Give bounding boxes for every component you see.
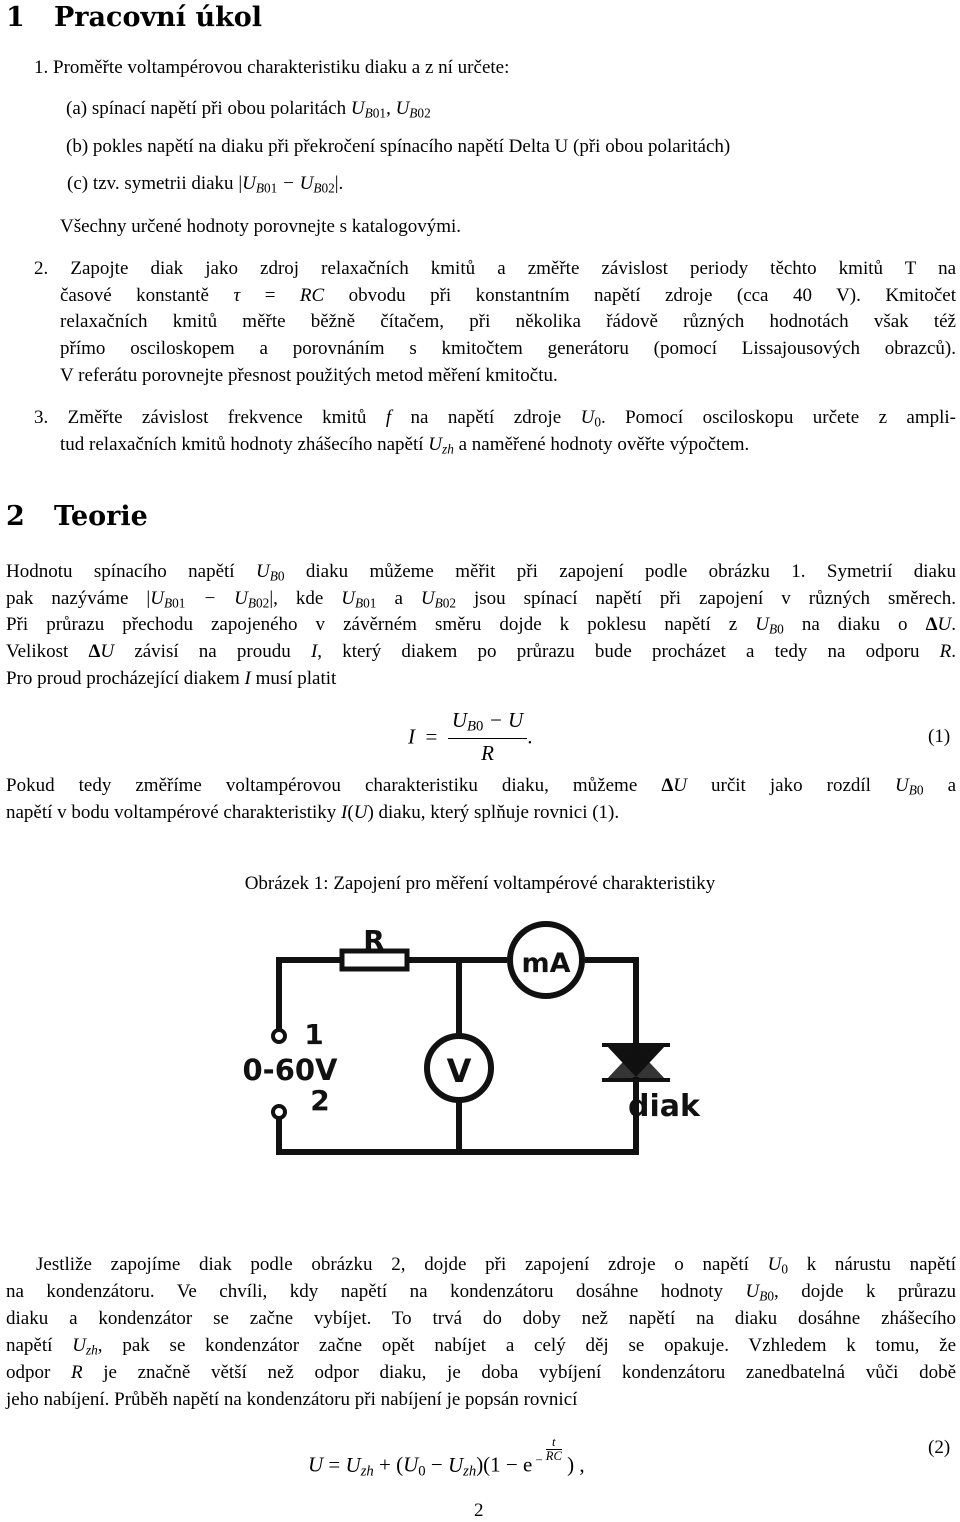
math-symbol: f	[385, 407, 392, 428]
section-number: 2	[6, 501, 25, 532]
section-1-heading	[6, 4, 262, 31]
terminal-2	[273, 1106, 285, 1118]
math-symbol: $U_B02$	[395, 98, 431, 121]
task-text: pokles napětí na diaku při překročení spínacího napětí Delta U (při obou polaritách)	[92, 136, 731, 157]
section-title: Teorie	[54, 501, 148, 532]
equation-2-number: (2)	[928, 1437, 951, 1458]
task-1c: (c) tzv. symetrii diaku $|U_B01 - U_B02|$.	[67, 173, 344, 196]
task-2-line-2: časové konstantě τ = RC obvodu při konstantním napětí zdroje (cca 40 V). Kmitočet	[60, 285, 957, 306]
theory-p1-line-1	[6, 562, 956, 583]
theory-p3-line-1	[36, 1255, 956, 1276]
paragraph-text: k nárustu napětí	[806, 1254, 957, 1275]
math-symbol: I	[341, 802, 348, 823]
theory-p2-line-2: napětí v bodu voltampérové charakteristiky I(U) diaku, který splňuje rovnici (1).	[6, 802, 620, 823]
paragraph-text: napětí v bodu voltampérové charakteristiky	[6, 802, 337, 823]
math-symbol: $U_B01$	[341, 588, 377, 611]
math-symbol: ΔU	[661, 775, 687, 796]
paragraph-text: Jestliže zapojíme diak podle obrázku 2, dojde při zapojení zdroje o napětí	[36, 1254, 749, 1275]
task-2-line-1	[34, 259, 956, 278]
section-title: Pracovní úkol	[54, 2, 263, 33]
list-number: 1.	[34, 57, 49, 78]
task-text: na napětí zdroje	[410, 407, 562, 428]
section-2-heading	[6, 503, 148, 530]
theory-p2-line-1	[6, 776, 956, 797]
terminal-2-label: 2	[310, 1084, 330, 1117]
task-text: spínací napětí při obou polaritách	[91, 98, 347, 119]
paragraph-text: , který diakem po průrazu bude procházet a tedy na odporu	[317, 641, 920, 662]
math-symbol: $U_B01 - U_B02$	[242, 173, 335, 196]
math-symbol: $U_B0$	[255, 561, 285, 584]
math-symbol: $U_B0$	[745, 1281, 775, 1304]
task-1a: (a) spínací napětí při obou polaritách $U_B01$, $U_B02$	[66, 98, 431, 121]
task-text: časové konstantě	[60, 285, 209, 306]
paragraph-text: je značně větší než odpor diaku, je doba vybíjení kondenzátoru zanedbatelná vůči době	[103, 1362, 956, 1383]
math-symbol: U0	[767, 1254, 788, 1277]
circuit-diagram	[230, 920, 730, 1160]
math-symbol: I	[244, 668, 251, 689]
equation-2: $U = U_{zh} + (U0 - U_{zh})(1 - e$ $^{- \frac{t}{RC}}$ ) ,	[308, 1435, 585, 1480]
task-1	[34, 58, 509, 77]
task-2-line-4: přímo osciloskopem a porovnáním s kmitočtem generátoru (pomocí Lissajousových obrazců).	[60, 338, 956, 359]
task-2-line-5: V referátu porovnejte přesnost použitých metod měření kmitočtu.	[60, 365, 558, 386]
ammeter-label: mA	[521, 948, 571, 979]
math-symbol: $U_{zh}$	[72, 1335, 98, 1358]
math-symbol: I	[408, 724, 415, 749]
paragraph-text: diaku, který splňuje rovnici (1).	[378, 802, 620, 823]
paragraph-text: a	[394, 588, 403, 609]
theory-p3-line-4	[6, 1336, 956, 1357]
diac-label: diak	[628, 1089, 700, 1124]
paragraph-text: Pokud tedy změříme voltampérovou charakteristiku diaku, můžeme	[6, 775, 638, 796]
math-symbol: I	[310, 641, 318, 662]
math-symbol: RC	[299, 285, 325, 306]
task-text: . Pomocí osciloskopu určete z ampli-	[600, 407, 956, 428]
math-symbol: $U_B01$	[350, 98, 387, 121]
task-3-line-2	[60, 435, 749, 456]
task-text: obvodu při konstantním napětí zdroje (cca 40 V). Kmitočet	[348, 285, 957, 306]
math-symbol: R	[70, 1362, 83, 1383]
task-text: Změřte závislost frekvence kmitů	[67, 407, 367, 428]
theory-p3-line-2	[6, 1282, 956, 1303]
paragraph-text: diaku můžeme měřit při zapojení podle obrázku 1. Symetrií diaku	[305, 561, 956, 582]
paragraph-text: napětí	[6, 1335, 53, 1356]
paragraph-text: Velikost	[6, 641, 69, 662]
math-symbol: $U_{zh}$	[428, 434, 454, 457]
math-symbol: ΔU	[88, 641, 115, 662]
theory-p1-line-4: Velikost ΔU závisí na proudu I, který diakem po průrazu bude procházet a tedy na odporu R.	[6, 641, 957, 662]
paragraph-text: Pro proud procházející diakem	[6, 668, 240, 689]
fraction: $\frac{U_B0 - U}{R}$	[448, 708, 527, 766]
equation-1: I = $\frac{U_B0 - U}{R}$ .	[408, 708, 533, 765]
paragraph-text: , dojde k průrazu	[774, 1281, 957, 1302]
paragraph-text: Hodnotu spínacího napětí	[6, 561, 235, 582]
theory-p3-line-3: diaku a kondenzátor se začne vybíjet. To trvá do doby než napětí na diaku dosáhne zhášecího	[6, 1308, 956, 1329]
math-symbol: R	[939, 641, 952, 662]
list-number: 3.	[34, 407, 49, 428]
task-text: tud relaxačních kmitů hodnoty zhášecího napětí	[60, 434, 424, 455]
task-text: a naměřené hodnoty ověřte výpočtem.	[458, 434, 750, 455]
paragraph-text: závisí na proudu	[134, 641, 291, 662]
page-number: 2	[474, 1500, 484, 1521]
math-symbol: ΔU	[925, 614, 952, 635]
math-symbol: $U_B0$	[895, 775, 924, 798]
terminal-1	[273, 1030, 285, 1042]
task-text: tzv. symetrii diaku	[92, 173, 234, 194]
math-symbol: $U_B01 - U_B02$	[150, 588, 270, 611]
list-number: 2.	[34, 258, 49, 279]
task-1b	[66, 137, 730, 156]
paragraph-text: odpor	[6, 1362, 51, 1383]
theory-p3-line-5	[6, 1363, 956, 1382]
theory-p1-line-3: Při průrazu přechodu zapojeného v závěrném směru dojde k poklesu napětí z $U_B0$ na diaku o ΔU.	[6, 614, 957, 637]
paragraph-text: a	[947, 775, 956, 796]
paragraph-text: jsou spínací napětí při zapojení v různých směrech.	[474, 588, 957, 609]
math-symbol: U0	[580, 407, 601, 430]
math-symbol: τ	[233, 285, 241, 306]
compare-note: Všechny určené hodnoty porovnejte s katalogovými.	[60, 216, 462, 237]
paragraph-text: musí platit	[255, 668, 337, 689]
diac-symbol	[602, 1045, 670, 1080]
paragraph-text: pak nazýváme	[6, 588, 129, 609]
math-symbol: $U_B0$	[755, 614, 784, 637]
list-label: (a)	[66, 98, 88, 119]
paragraph-text: , pak se kondenzátor začne opět nabíjet a celý děj se opakuje. Vzhledem k tomu, že	[97, 1335, 957, 1356]
task-3-line-1	[34, 408, 956, 429]
task-text: Proměřte voltampérovou charakteristiku diaku a z ní určete:	[53, 57, 510, 78]
voltmeter-label: V	[446, 1052, 472, 1090]
resistor-label: R	[363, 924, 385, 957]
paragraph-text: určit jako rozdíl	[711, 775, 871, 796]
theory-p1-line-2: pak nazýváme $|U_B01 - U_B02|$, kde $U_B01$ a $U_B02$ jsou spínací napětí při zapojení v různých směrech.	[6, 588, 957, 611]
theory-p1-line-5	[6, 669, 336, 688]
theory-p3-line-6: jeho nabíjení. Průběh napětí na kondenzátoru při nabíjení je popsán rovnicí	[6, 1389, 578, 1410]
source-voltage-label: 0-60V	[242, 1053, 338, 1087]
task-2-line-3: relaxačních kmitů měřte běžně čítačem, při několika řádově různých hodnotách však též	[60, 311, 956, 332]
paragraph-text: , kde	[273, 588, 324, 609]
list-label: (c)	[67, 173, 89, 194]
paragraph-text: Při průrazu přechodu zapojeného v závěrném směru dojde k poklesu napětí z	[6, 614, 738, 635]
equation-1-number: (1)	[928, 726, 951, 747]
terminal-1-label: 1	[304, 1018, 324, 1051]
section-number: 1	[6, 2, 25, 33]
paragraph-text: na kondenzátoru. Ve chvíli, kdy napětí na kondenzátoru dosáhne hodnoty	[6, 1281, 724, 1302]
list-label: (b)	[66, 136, 89, 157]
math-symbol: $U_B02$	[420, 588, 457, 611]
figure-1-caption: Obrázek 1: Zapojení pro měření voltampérové charakteristiky	[244, 873, 716, 894]
paragraph-text: na diaku o	[801, 614, 908, 635]
task-text: Zapojte diak jako zdroj relaxačních kmitů a změřte závislost periody těchto kmitů T na	[70, 258, 957, 279]
